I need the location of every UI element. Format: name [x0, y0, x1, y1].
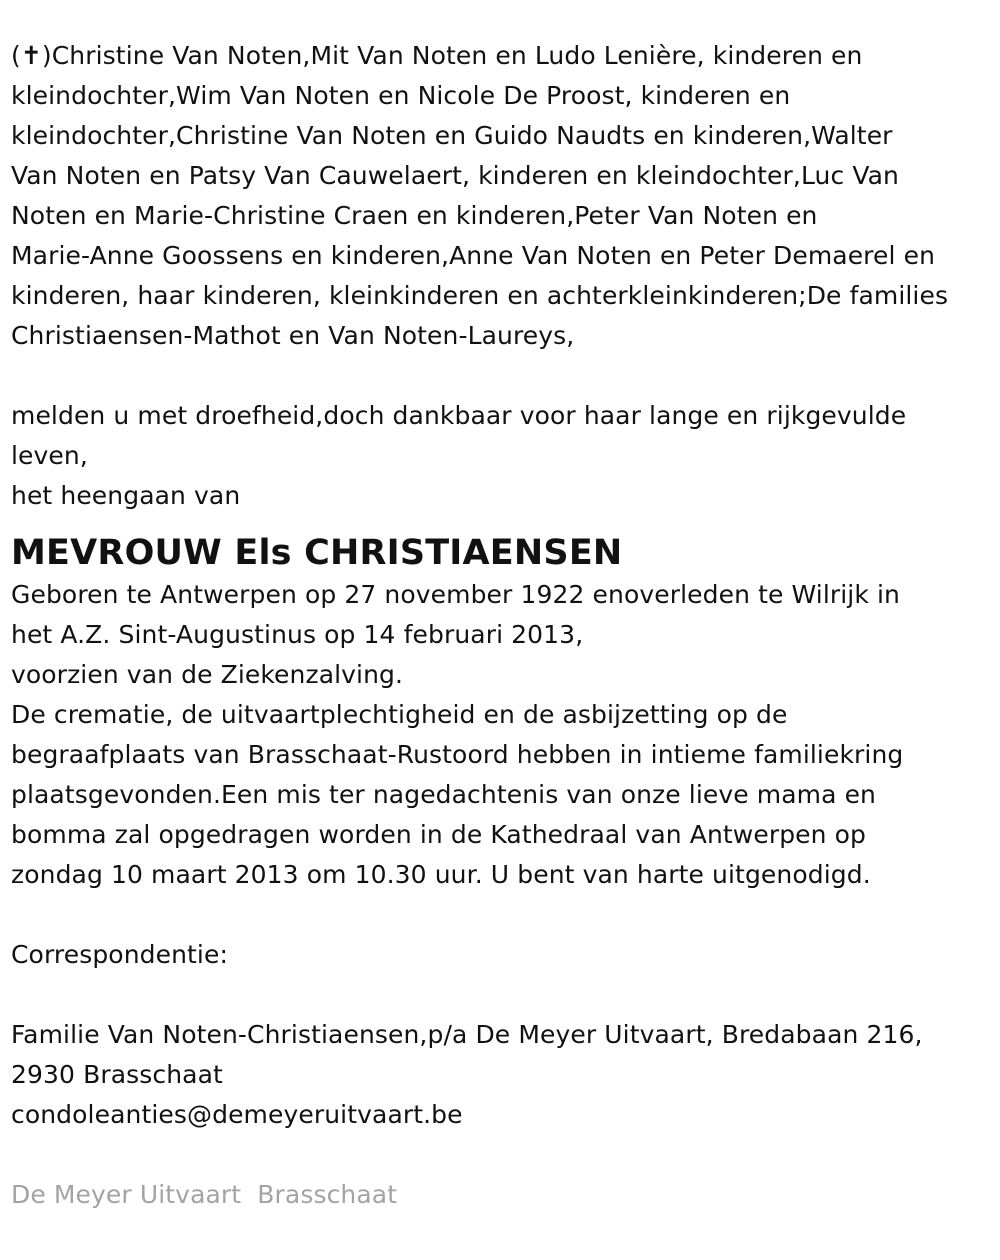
announcement-text — [11, 396, 991, 516]
details-line: zondag 10 maart 2013 om 10.30 uur. U bent van harte uitgenodigd. — [11, 860, 871, 889]
correspondence-section — [11, 935, 991, 975]
footer — [11, 1175, 991, 1215]
deceased-name: MEVROUW Els CHRISTIAENSEN — [11, 533, 623, 573]
details-line: begraafplaats van Brasschaat-Rustoord hebben in intieme familiekring — [11, 740, 904, 769]
obituary-notice — [11, 36, 991, 1215]
family-line: Van Noten en Patsy Van Cauwelaert, kinderen en kleindochter,Luc Van — [11, 161, 899, 190]
correspondence-address — [11, 1015, 991, 1135]
address-line: Familie Van Noten-Christiaensen,p/a De Meyer Uitvaart, Bredabaan 216, — [11, 1020, 923, 1049]
announcement-line: melden u met droefheid,doch dankbaar voor haar lange en rijkgevulde — [11, 401, 907, 430]
address-line: 2930 Brasschaat — [11, 1060, 223, 1089]
details-line: Geboren te Antwerpen op 27 november 1922 enoverleden te Wilrijk in — [11, 580, 900, 609]
details-line: het A.Z. Sint-Augustinus op 14 februari 2013, — [11, 620, 584, 649]
family-line: (✝)Christine Van Noten,Mit Van Noten en Ludo Lenière, kinderen en — [11, 41, 863, 70]
family-line: Noten en Marie-Christine Craen en kinderen,Peter Van Noten en — [11, 201, 818, 230]
announcement-line: leven, — [11, 441, 88, 470]
email-text: condoleanties@demeyeruitvaart.be — [11, 1100, 463, 1129]
spacer — [11, 1135, 991, 1175]
correspondence-label: Correspondentie: — [11, 940, 228, 969]
family-list — [11, 36, 991, 356]
details-line: De crematie, de uitvaartplechtigheid en de asbijzetting op de — [11, 700, 788, 729]
announcement-line: het heengaan van — [11, 481, 241, 510]
spacer — [11, 356, 991, 396]
spacer — [11, 895, 991, 935]
family-line: Christiaensen-Mathot en Van Noten-Laureys, — [11, 321, 575, 350]
details-text — [11, 575, 991, 895]
spacer — [11, 975, 991, 1015]
details-line: voorzien van de Ziekenzalving. — [11, 660, 404, 689]
details-line: plaatsgevonden.Een mis ter nagedachtenis van onze lieve mama en — [11, 780, 877, 809]
family-line: kinderen, haar kinderen, kleinkinderen en achterkleinkinderen;De families — [11, 281, 949, 310]
family-line: kleindochter,Wim Van Noten en Nicole De Proost, kinderen en — [11, 81, 791, 110]
details-line: bomma zal opgedragen worden in de Kathedraal van Antwerpen op — [11, 820, 867, 849]
family-line: kleindochter,Christine Van Noten en Guido Naudts en kinderen,Walter — [11, 121, 893, 150]
undertaker-name: De Meyer Uitvaart Brasschaat — [11, 1180, 398, 1209]
family-line: Marie-Anne Goossens en kinderen,Anne Van Noten en Peter Demaerel en — [11, 241, 936, 270]
